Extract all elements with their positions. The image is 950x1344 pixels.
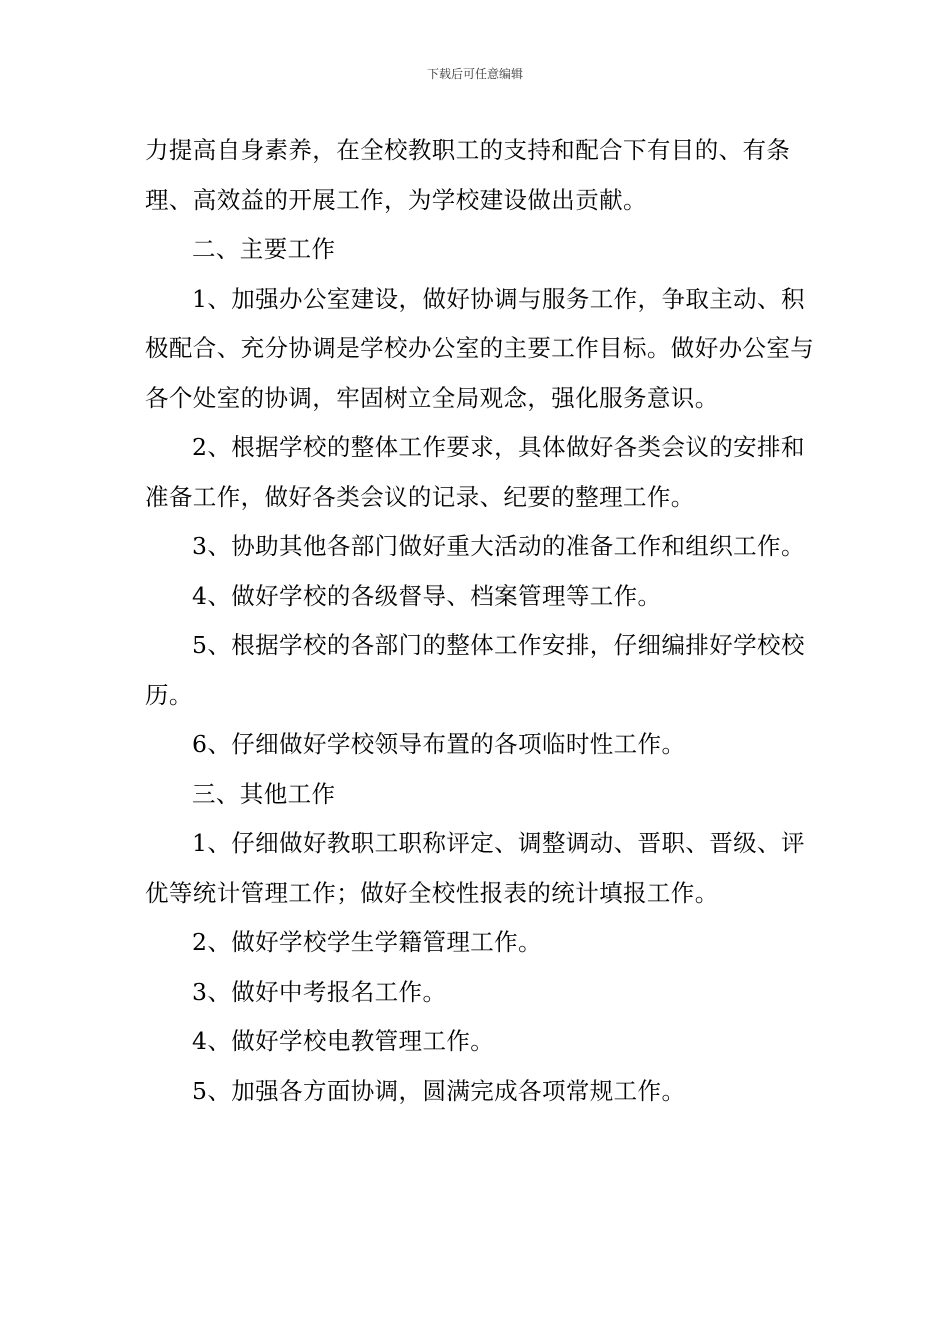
paragraph-item: 2、做好学校学生学籍管理工作。: [192, 928, 542, 956]
paragraph-item: 3、协助其他各部门做好重大活动的准备工作和组织工作。: [192, 532, 805, 560]
document-body: [145, 126, 825, 1116]
paragraph-item: 2、根据学校的整体工作要求，具体做好各类会议的安排和准备工作，做好各类会议的记录、纪要的整理工作。: [145, 433, 805, 511]
paragraph-item: 5、根据学校的各部门的整体工作安排，仔细编排好学校校历。: [145, 631, 805, 709]
paragraph-item: 3、做好中考报名工作。: [192, 977, 447, 1006]
page-header-note: 下载后可任意编辑: [426, 67, 523, 81]
paragraph-continuation: 力提高自身素养，在全校教职工的支持和配合下有目的、有条理、高效益的开展工作，为学校建设做出贡献。: [145, 136, 791, 214]
paragraph-item: 1、仔细做好教职工职称评定、调整调动、晋职、晋级、评优等统计管理工作；做好全校性报表的统计填报工作。: [145, 829, 805, 907]
section-heading-main-work: 二、主要工作: [192, 235, 336, 263]
paragraph-item: 4、做好学校的各级督导、档案管理等工作。: [192, 581, 662, 610]
paragraph-item: 5、加强各方面协调，圆满完成各项常规工作。: [192, 1076, 686, 1105]
paragraph-item: 6、仔细做好学校领导布置的各项临时性工作。: [192, 730, 686, 758]
paragraph-item: 1、加强办公室建设，做好协调与服务工作，争取主动、积极配合、充分协调是学校办公室的主要工作目标。做好办公室与各个处室的协调，牢固树立全局观念，强化服务意识。: [145, 284, 815, 412]
section-heading-other-work: 三、其他工作: [192, 779, 336, 808]
paragraph-item: 4、做好学校电教管理工作。: [192, 1027, 495, 1055]
